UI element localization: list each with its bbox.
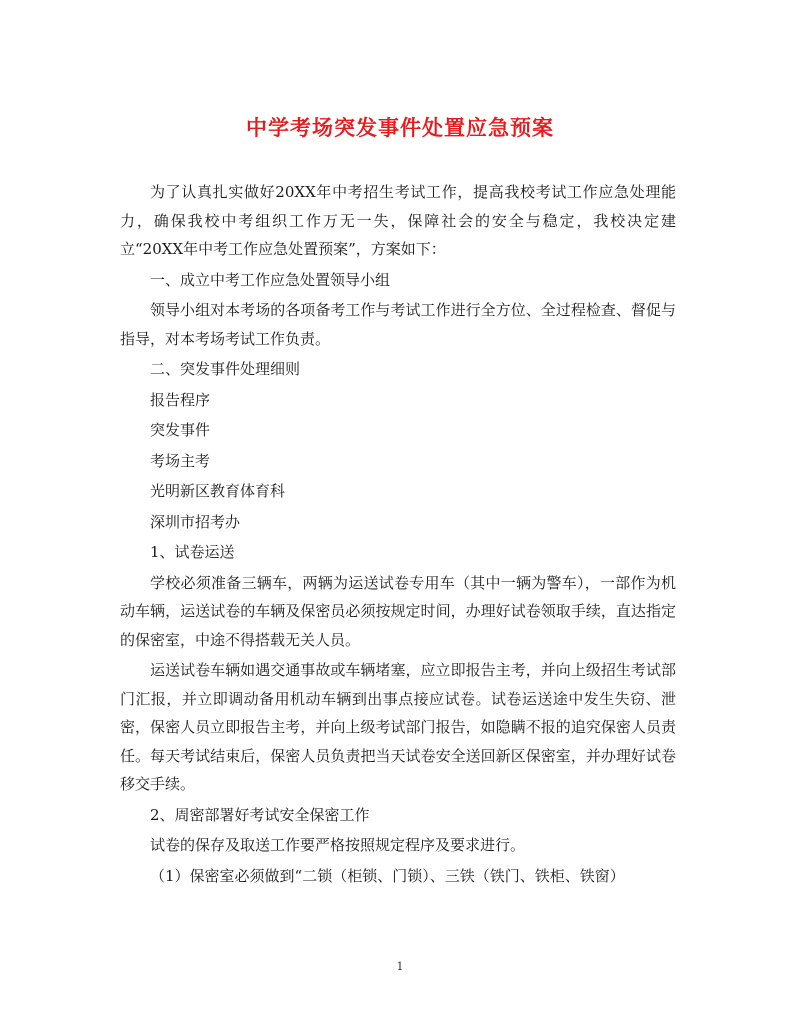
flow-step-incident: 突发事件 (150, 421, 211, 439)
paragraph-intro: 为了认真扎实做好20XX年中考招生考试工作，提高我校考试工作应急处理能力，确保我校中考组织工作万无一失，保障社会的安全与稳定，我校决定建立“20XX年中考工作应急处置预案”，方案如下： (120, 183, 676, 258)
heading-section-2: 二、突发事件处理细则 (150, 360, 301, 378)
document-body (120, 178, 676, 892)
flow-step-report-procedure: 报告程序 (150, 390, 211, 409)
paragraph-accident-handling: 运送试卷车辆如遇交通事故或车辆堵塞，应立即报告主考，并向上级招生考试部门汇报，并立即调动备用机动车辆到出事点接应试卷。试卷运送途中发生失窃、泄密，保密人员立即报告主考，并向上级考试部门报告，如隐瞒不报的追究保密人员责任。每天考试结束后，保密人员负责把当天试卷安全送回新区保密室，并办理好试卷移交手续。 (120, 661, 676, 793)
document-title: 中学考场突发事件处置应急预案 (246, 116, 554, 140)
page-number: 1 (396, 960, 404, 973)
heading-section-1: 一、成立中考工作应急处置领导小组 (150, 270, 391, 289)
flow-step-chief-examiner: 考场主考 (150, 451, 211, 470)
flow-step-city-office: 深圳市招考办 (150, 512, 241, 531)
paragraph-storage: 试卷的保存及取送工作要严格按照规定程序及要求进行。 (150, 836, 526, 854)
subheading-paper-transport: 1、试卷运送 (150, 543, 235, 561)
subheading-security: 2、周密部署好考试安全保密工作 (150, 805, 370, 824)
paragraph-vehicles: 学校必须准备三辆车，两辆为运送试卷专用车（其中一辆为警车），一部作为机动车辆，运送试卷的车辆及保密员必须按规定时间，办理好试卷领取手续，直达指定的保密室，中途不得搭载无关人员。 (120, 573, 676, 649)
paragraph-leadership: 领导小组对本考场的各项备考工作与考试工作进行全方位、全过程检查、督促与指导，对本考场考试工作负责。 (120, 301, 676, 348)
paragraph-vault-requirements: （1）保密室必须做到“二锁（柜锁、门锁）、三铁（铁门、铁柜、铁窗） (150, 866, 625, 885)
flow-step-district-office: 光明新区教育体育科 (150, 482, 286, 500)
